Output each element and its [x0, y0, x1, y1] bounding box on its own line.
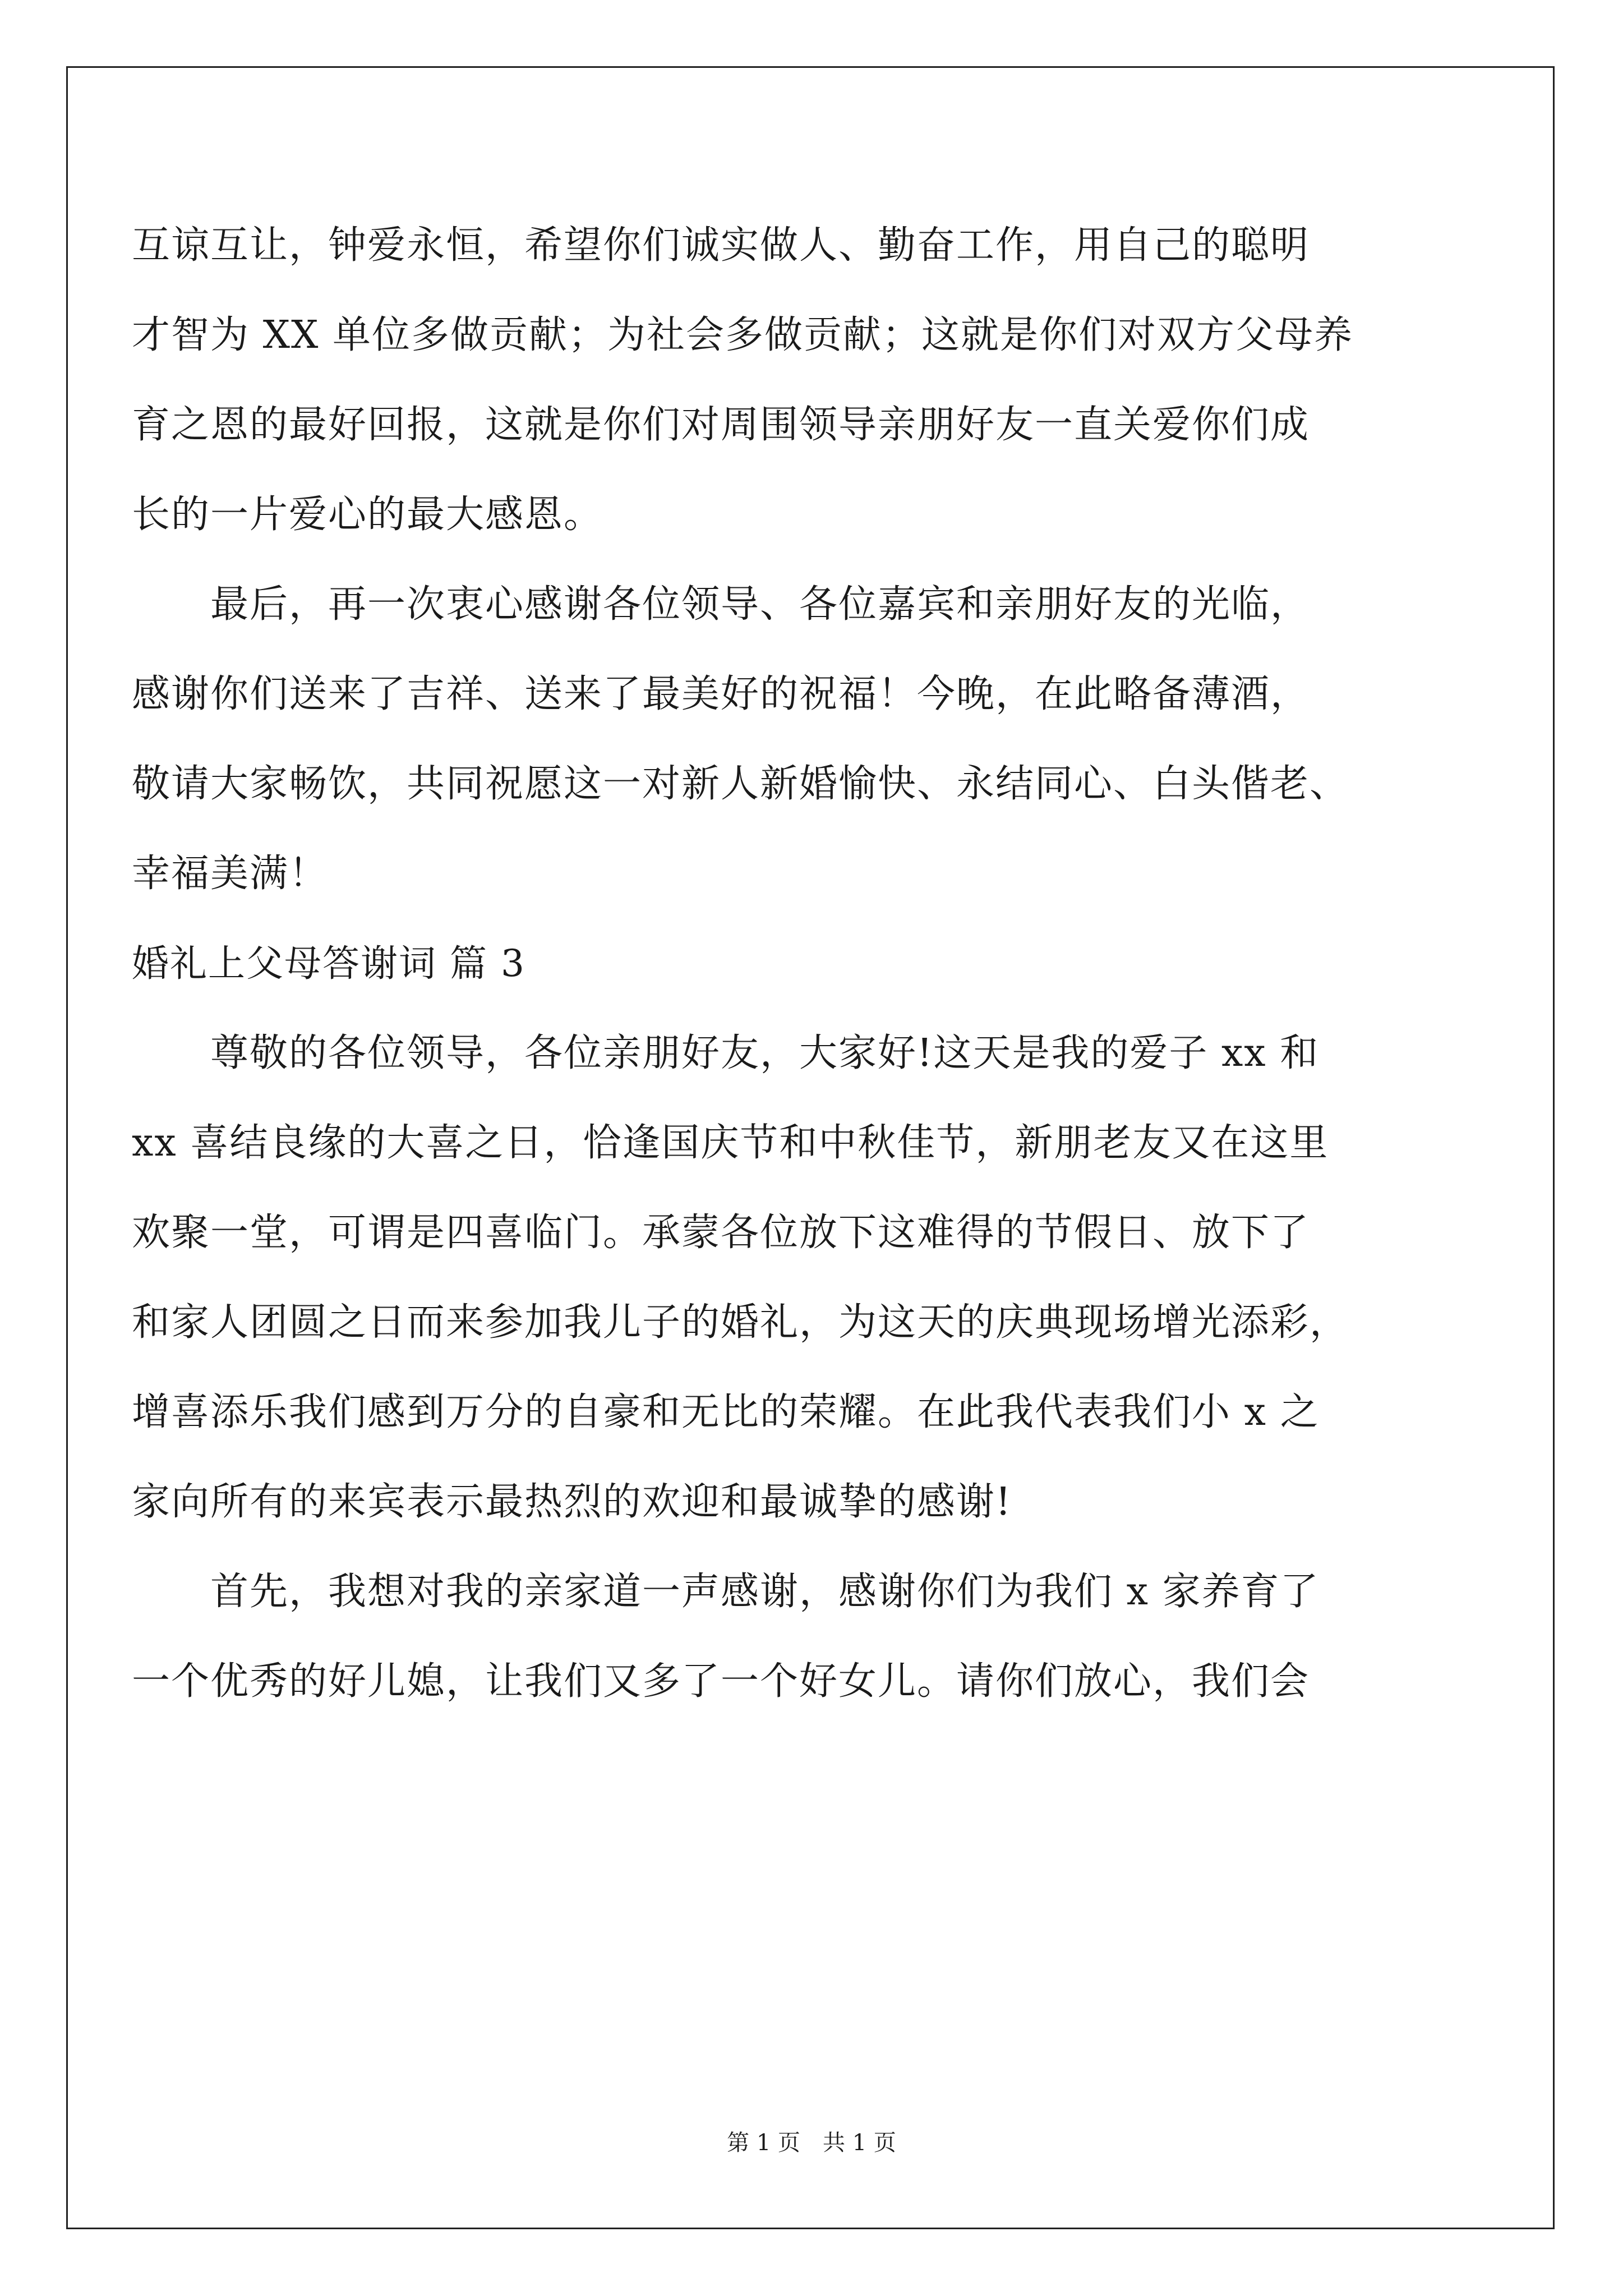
text-line: 尊敬的各位领导，各位亲朋好友，大家好!这天是我的爱子 xx 和	[210, 1031, 1320, 1075]
text-line: 首先，我想对我的亲家道一声感谢，感谢你们为我们 x 家养育了	[210, 1570, 1320, 1614]
text-line: 互谅互让，钟爱永恒，希望你们诚实做人、勤奋工作，用自己的聪明	[132, 223, 1310, 268]
text-line: 长的一片爱心的最大感恩。	[132, 493, 603, 537]
text-line: 敬请大家畅饮，共同祝愿这一对新人新婚愉快、永结同心、白头偕老、	[132, 762, 1349, 806]
text-line: 和家人团圆之日而来参加我儿子的婚礼，为这天的庆典现场增光添彩，	[132, 1300, 1349, 1345]
section-heading: 婚礼上父母答谢词 篇 3	[132, 942, 525, 985]
text-line: 家向所有的来宾表示最热烈的欢迎和最诚挚的感谢!	[132, 1480, 1012, 1524]
text-line: 欢聚一堂，可谓是四喜临门。承蒙各位放下这难得的节假日、放下了	[132, 1211, 1310, 1255]
text-line: 育之恩的最好回报，这就是你们对周围领导亲朋好友一直关爱你们成	[132, 403, 1310, 447]
text-line: 才智为 XX 单位多做贡献；为社会多做贡献；这就是你们对双方父母养	[132, 313, 1354, 357]
text-line: 感谢你们送来了吉祥、送来了最美好的祝福！今晚，在此略备薄酒，	[132, 672, 1310, 716]
text-line: 一个优秀的好儿媳，让我们又多了一个好女儿。请你们放心，我们会	[132, 1659, 1310, 1704]
text-line: 增喜添乐我们感到万分的自豪和无比的荣耀。在此我代表我们小 x 之	[132, 1390, 1320, 1434]
text-line: 最后，再一次衷心感谢各位领导、各位嘉宾和亲朋好友的光临，	[210, 582, 1310, 627]
text-line: xx 喜结良缘的大喜之日，恰逢国庆节和中秋佳节，新朋老友又在这里	[132, 1121, 1329, 1165]
text-line: 幸福美满！	[132, 852, 329, 896]
page-footer: 第 1 页 共 1 页	[727, 2130, 896, 2156]
document-body	[132, 201, 1489, 1727]
